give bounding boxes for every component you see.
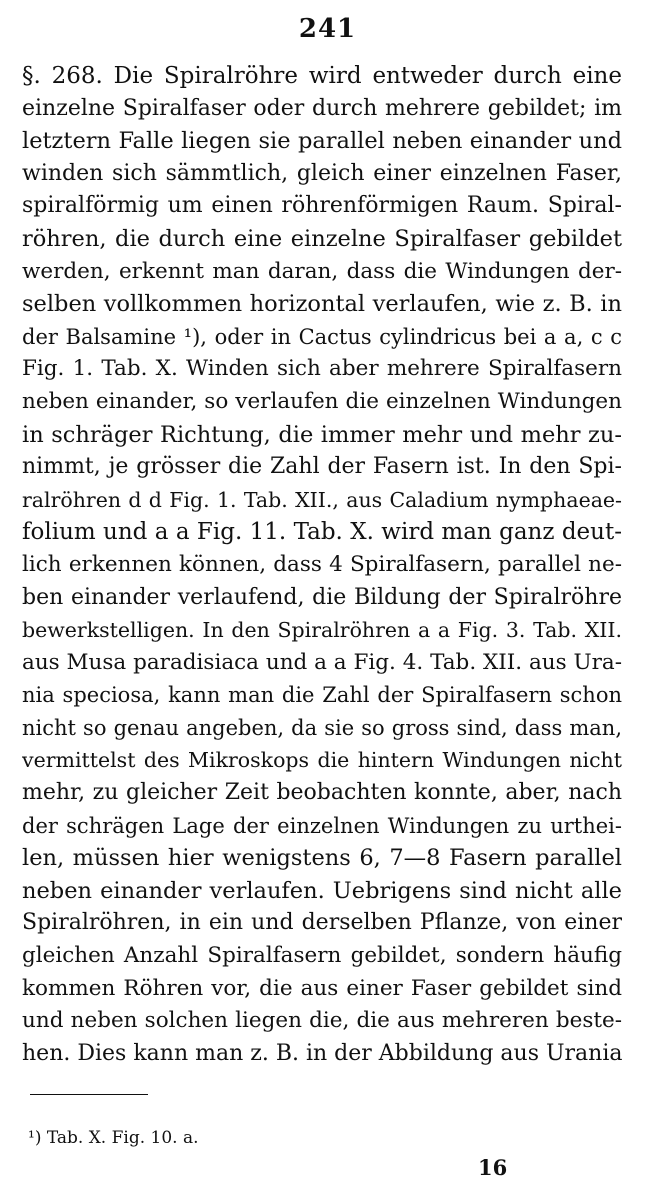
text-line: vermittelst des Mikroskops die hintern Windungen nicht [22, 748, 622, 773]
text-line: Fig. 1. Tab. X. Winden sich aber mehrere Spiralfasern [22, 356, 622, 382]
text-line: der schrägen Lage der einzelnen Windungen zu urthei- [22, 813, 622, 838]
footnote: ¹) Tab. X. Fig. 10. a. [28, 1128, 199, 1148]
page-number: 241 [298, 14, 357, 44]
text-line: nicht so genau angeben, da sie so gross sind, dass man, [22, 715, 622, 740]
text-line: nimmt, je grösser die Zahl der Fasern ist. In den Spi- [22, 454, 622, 480]
text-line: und neben solchen liegen die, die aus mehreren beste- [22, 1008, 622, 1034]
text-line: lich erkennen können, dass 4 Spiralfasern, parallel ne- [22, 551, 622, 577]
text-line: röhren, die durch eine einzelne Spiralfaser gebildet [22, 225, 622, 252]
text-line: spiralförmig um einen röhrenförmigen Raum. Spiral- [22, 193, 622, 219]
text-line: in schräger Richtung, die immer mehr und mehr zu- [22, 421, 622, 448]
text-line: folium und a a Fig. 11. Tab. X. wird man ganz deut- [22, 519, 622, 546]
text-line: ralröhren d d Fig. 1. Tab. XII., aus Caladium nymphaeae- [22, 487, 622, 512]
text-line: aus Musa paradisiaca und a a Fig. 4. Tab. XII. aus Ura- [22, 649, 622, 675]
text-line: gleichen Anzahl Spiralfasern gebildet, sondern häufig [22, 943, 622, 969]
text-line: der Balsamine ¹), oder in Cactus cylindricus bei a a, c c [22, 324, 622, 349]
text-line: letztern Falle liegen sie parallel neben einander und [22, 128, 622, 155]
text-line: selben vollkommen horizontal verlaufen, wie z. B. in [22, 291, 622, 318]
text-line: Spiralröhren, in ein und derselben Pflanze, von einer [22, 910, 622, 936]
text-line: neben einander, so verlaufen die einzelnen Windungen [22, 388, 622, 414]
printer-signature: 16 [478, 1155, 508, 1180]
text-line: ben einander verlaufend, die Bildung der Spiralröhre [22, 584, 622, 610]
footnote-divider [30, 1094, 148, 1095]
text-line: len, müssen hier wenigstens 6, 7—8 Fasern parallel [22, 845, 622, 872]
text-line: mehr, zu gleicher Zeit beobachten konnte, aber, nach [22, 780, 622, 806]
text-line: hen. Dies kann man z. B. in der Abbildung aus Urania [22, 1040, 622, 1066]
text-line: §. 268. Die Spiralröhre wird entweder durch eine [22, 63, 622, 89]
text-line: neben einander verlaufen. Uebrigens sind nicht alle [22, 877, 622, 904]
text-line: winden sich sämmtlich, gleich einer einzelnen Faser, [22, 160, 622, 186]
text-line: bewerkstelligen. In den Spiralröhren a a Fig. 3. Tab. XII. [22, 618, 622, 643]
text-line: einzelne Spiralfaser oder durch mehrere gebildet; im [22, 95, 622, 121]
body-text [22, 60, 622, 1070]
text-line: nia speciosa, kann man die Zahl der Spiralfasern schon [22, 683, 622, 708]
text-line: kommen Röhren vor, die aus einer Faser gebildet sind [22, 975, 622, 1001]
text-line: werden, erkennt man daran, dass die Windungen der- [22, 258, 622, 284]
